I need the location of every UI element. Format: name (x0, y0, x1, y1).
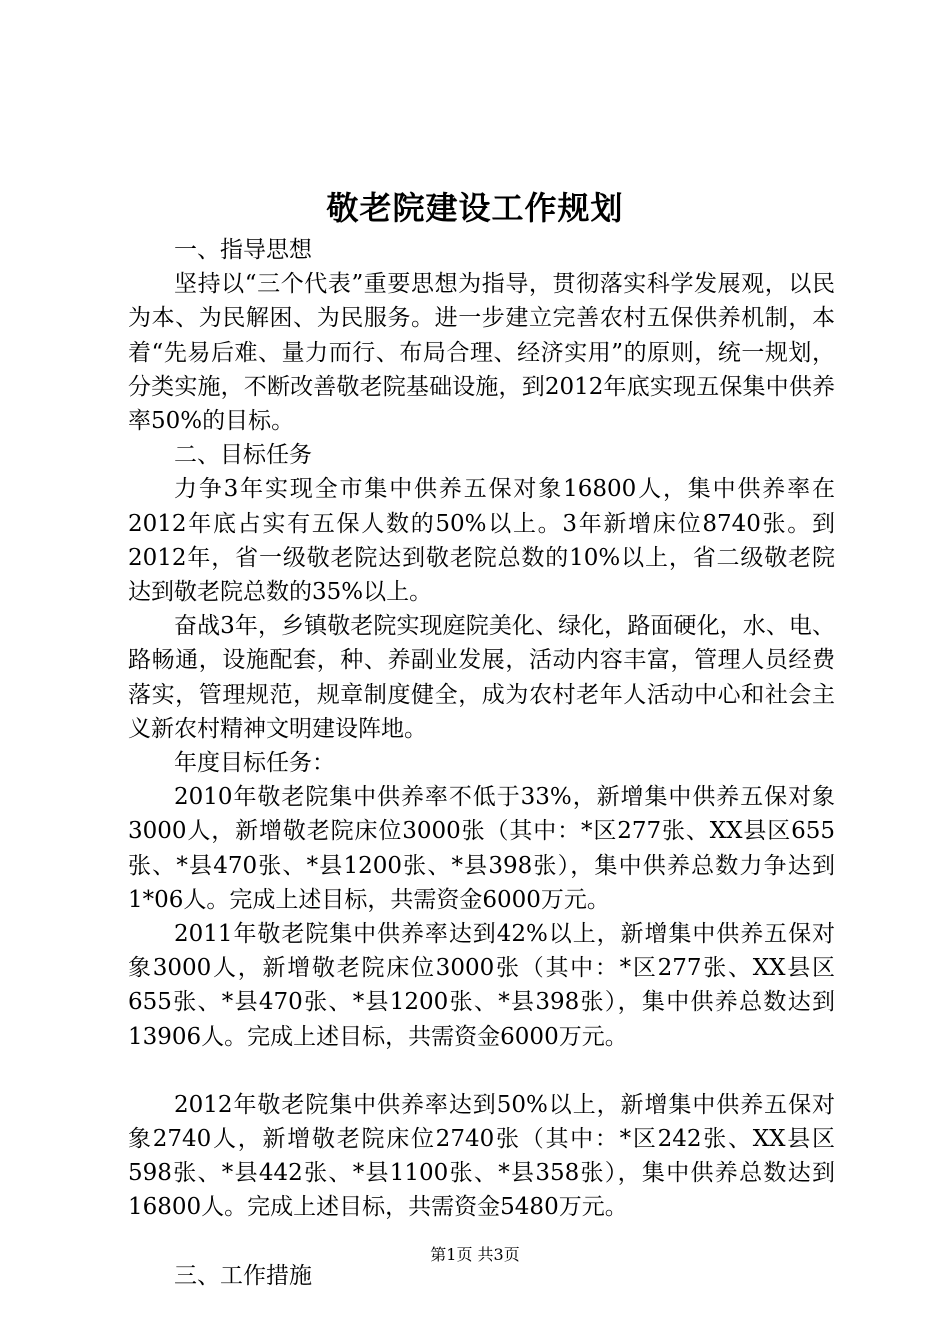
paragraph-goals-overall: 力争3年实现全市集中供养五保对象16800人，集中供养率在2012年底占实有五保人数的50%以上。3年新增床位8740张。到2012年，省一级敬老院达到敬老院总数的10%以上，省二级敬老院达到敬老院总数的35%以上。 (128, 476, 835, 606)
paragraph-guiding-ideology: 坚持以“三个代表”重要思想为指导，贯彻落实科学发展观，以民为本、为民解困、为民服务。进一步建立完善农村五保供养机制，本着“先易后难、量力而行、布局合理、经济实用”的原则，统一规划，分类实施，不断改善敬老院基础设施，到2012年底实现五保集中供养率50%的目标。 (128, 271, 835, 435)
page-number-footer: 第1页 共3页 (430, 1245, 520, 1264)
document-body (128, 233, 835, 1293)
section-heading-guiding-ideology: 一、指导思想 (174, 237, 312, 263)
section-heading-measures: 三、工作措施 (174, 1262, 312, 1289)
paragraph-goals-facilities: 奋战3年，乡镇敬老院实现庭院美化、绿化，路面硬化，水、电、路畅通，设施配套，种、养副业发展，活动内容丰富，管理人员经费落实，管理规范，规章制度健全，成为农村老年人活动中心和社会主义新农村精神文明建设阵地。 (128, 613, 835, 742)
paragraph-goals-2011: 2011年敬老院集中供养率达到42%以上，新增集中供养五保对象3000人，新增敬老院床位3000张（其中：*区277张、XX县区655张、*县470张、*县1200张、*县398张），集中供养总数达到13906人。完成上述目标，共需资金6000万元。 (128, 921, 835, 1050)
section-heading-goals: 二、目标任务 (174, 442, 312, 469)
paragraph-goals-2010: 2010年敬老院集中供养率不低于33%，新增集中供养五保对象3000人，新增敬老院床位3000张（其中：*区277张、XX县区655张、*县470张、*县1200张、*县398张），集中供养总数力争达到1*06人。完成上述目标，共需资金6000万元。 (128, 784, 835, 913)
annual-goals-label: 年度目标任务： (174, 750, 335, 777)
document-title: 敬老院建设工作规划 (326, 189, 624, 227)
paragraph-goals-2012: 2012年敬老院集中供养率达到50%以上，新增集中供养五保对象2740人，新增敬老院床位2740张（其中：*区242张、XX县区598张、*县442张、*县1100张、*县358张），集中供养总数达到16800人。完成上述目标，共需资金5480万元。 (128, 1091, 835, 1221)
